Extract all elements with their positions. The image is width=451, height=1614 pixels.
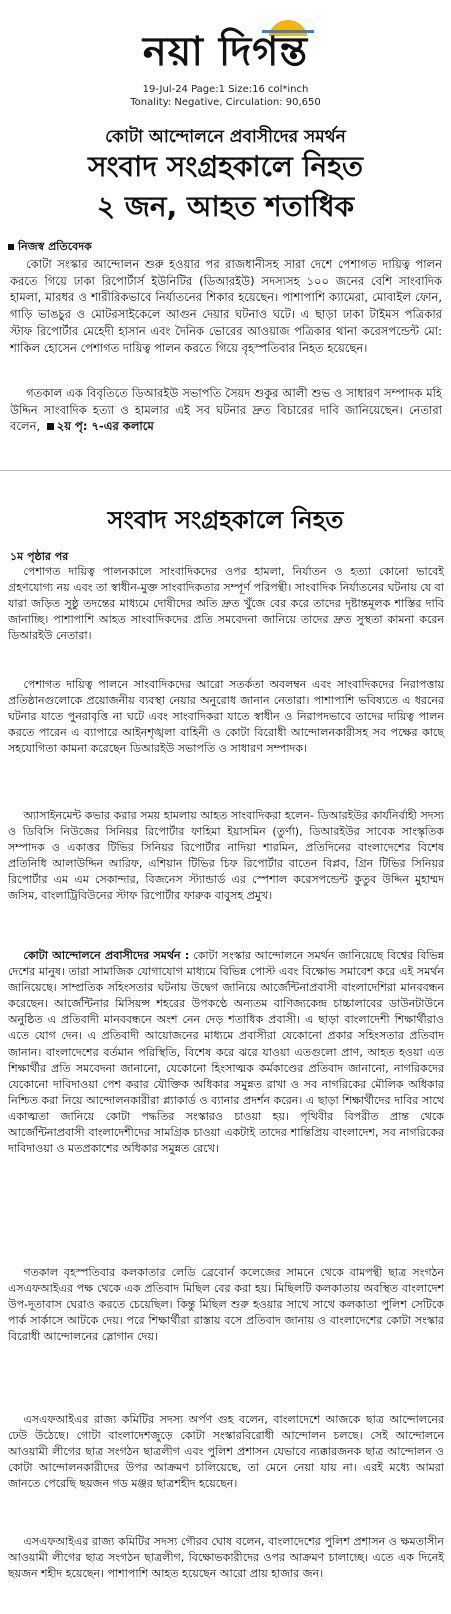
- lead-paragraph-2-text: গতকাল এক বিবৃতিতে ডিআরইউ সভাপতি সৈয়দ শুকুর আলী শুভ ও সাধারণ সম্পাদক মহি উদ্দিন সাংবাদিক হত্যা ও হামলার এই সব ঘটনার দ্রুত বিচারের দাবি জানিয়েছেন। নেতারা বলেন,: [10, 386, 442, 434]
- bullet-icon: [8, 244, 14, 250]
- article-headline-line2: ২ জন, আহত শতাধিক: [96, 190, 355, 223]
- body-paragraph-6: এসএফআইএর রাজ্য কমিটির সদস্য অর্পণ গুহ বলেন, বাংলাদেশে আজকে ছাত্র আন্দোলনের ঢেউ উঠেছে। গোটা বাংলাদেশজুড়ে কোটা সংস্কারবিরোধী আন্দোলন চলছে। সেই আন্দোলনে আওয়ামী লীগের ছাত্র সংগঠন ছাত্রলীগ এবং পুলিশ প্রশাসন যেভাবে ন্যক্কারজনক ছাত্র আন্দোলন ও কোটা আন্দোলনকারীদের উপর আক্রমণ চালিয়েছে, তা মেনে নেয়া যায় না। এরই মধ্যে আমরা জানতে পেরেছি ছয়জন গড মঞ্জর ছাত্রশহীদ হয়েছেন।: [8, 1413, 444, 1491]
- divider: [0, 470, 451, 477]
- continued-from-label: ১ম পৃষ্ঠার পর: [10, 550, 69, 563]
- masthead: [0, 8, 451, 76]
- article-kicker: কোটা আন্দোলনে প্রবাসীদের সমর্থন: [105, 127, 346, 147]
- byline-text: নিজস্ব প্রতিবেদক: [18, 240, 92, 253]
- square-bullet-icon: [47, 423, 54, 430]
- lead-paragraph-2: [10, 385, 442, 435]
- clip-meta-date: 19-Jul-24 Page:1 Size:16 col*inch: [142, 84, 309, 95]
- jump-line: [44, 419, 154, 433]
- body-paragraph-1: পেশাগত দায়িত্ব পালনকালে সাংবাদিকদের ওপর হামলা, নির্যাতন ও হত্যা কোনো ভাবেই গ্রহণযোগ্য নয় এবং তা স্বাধীন-মুক্ত সাংবাদিকতার সম্পূর্ণ পরিপন্থী। সাংবাদিক নির্যাতনের ঘটনায় যে বা যারা জড়িত সুষ্ঠু তদন্তের মাধ্যমে দোষীদের অতি দ্রুত খুঁজে বের করে তাদের দৃষ্টান্তমূলক শাস্তির দাবি জানাচ্ছি। পাশাপাশি আহত সাংবাদিকদের প্রতি সমবেদনা জানিয়ে তাদের দ্রুত সুস্থতা কামনা করেন ডিআরইউ নেতারা।: [8, 565, 444, 643]
- continuation-headline: সংবাদ সংগ্রহকালে নিহত: [107, 505, 344, 534]
- body-paragraph-2: পেশাগত দায়িত্ব পালনে সাংবাদিকদের আরো সতর্কতা অবলম্বন এবং সাংবাদিকদের নিরাপত্তায় প্রতিষ্ঠানগুলোকে প্রয়োজনীয় ব্যবস্থা নেয়ার অনুরোধ জানান নেতারা। পাশাপাশি ভবিষ্যতে এ ধরনের ঘটনার যাতে পুনরাবৃত্তি না ঘটে এবং সাংবাদিকরা যাতে স্বাধীন ও নিরাপদভাবে তাদের দায়িত্ব পালন করতে পারেন এ ব্যাপারে আইনশৃঙ্খলা বাহিনী ও কোটা বিরোধী আন্দোলনকারীসহ সব পক্ষের কাছে সহযোগিতা কামনা করেছেন ডিআরইউ সভাপতি ও সাধারণ সম্পাদক।: [8, 678, 444, 756]
- newspaper-logo: নয়া দিগন্ত: [142, 28, 309, 75]
- byline: [8, 238, 92, 257]
- lead-paragraph-1: কোটা সংস্কার আন্দোলন শুরু হওয়ার পর রাজধানীসহ সারা দেশে পেশাগত দায়িত্ব পালন করতে গিয়ে ঢাকা রিপোর্টার্স ইউনিটির (ডিআরইউ) সদস্যসহ ১০০ জনের বেশি সাংবাদিক হামলা, মারধর ও শারীরিকভাবে নির্যাতনের শিকার হয়েছেন। পাশাপাশি ক্যামেরা, মোবাইল ফোন, গাড়ি ভাঙচুর ও মোটরসাইকেলে আগুন দেয়ার ঘটনাও ঘটে। এ ছাড়া ঢাকা টাইমস পত্রিকার স্টাফ রিপোর্টার মেহেদী হাসান এবং দৈনিক ভোরের আওয়াজ পত্রিকার থানা করেসপন্ডেন্ট মো: শাকিল হোসেন পেশাগত দায়িত্ব পালন করতে গিয়ে বৃহস্পতিবার নিহত হয়েছেন।: [10, 257, 442, 355]
- body-paragraph-7: এসএফআইএর রাজ্য কমিটির সদস্য গৌরব ঘোষ বলেন, বাংলাদেশের পুলিশ প্রশাসন ও ক্ষমতাসীন আওয়ামী লীগের ছাত্র সংগঠন ছাত্রলীগ, বিক্ষোভকারীদের ওপর আক্রমণ চালাচ্ছে। এতে এক দিনেই ছয়জন শহীদ হয়েছেন। পাশাপাশি আহত হয়েছেন আরো প্রায় হাজার জন।: [8, 1535, 444, 1581]
- clip-meta-tonality: Tonality: Negative, Circulation: 90,650: [130, 97, 321, 108]
- subhead-inline: কোটা আন্দোলনে প্রবাসীদের সমর্থন :: [23, 949, 190, 962]
- body-paragraph-4-text: কোটা সংস্কার আন্দোলনে সমর্থন জানিয়েছে বিশ্বের বিভিন্ন দেশের মানুষ। তারা সামাজিক যোগাযোগ মাধ্যমে বিভিন্ন পোস্ট এবং বিক্ষোভ সমাবেশ করে এই সমর্থন জানিয়েছে। সাম্প্রতিক সহিংসতার ঘটনায় উদ্বেগ জানিয়ে আর্জেন্টিনাপ্রবাসী বাংলাদেশিরা মানববন্ধন করেছেন। আর্জেন্টিনার মিসিয়ন্স শহরের উপকণ্ঠে অন্যতম বাণিজ্যকেন্দ্র চাচ্চালাবের ডাউনটাউনে অনুষ্ঠিত এ প্রতিবাদী মানববন্ধনে অংশ নেন দেড় শতাধিক প্রবাসী। এ ছাড়া বাংলাদেশী শিক্ষার্থীরাও এতে যোগ দেন। এ প্রতিবাদী আয়োজনের মাধ্যমে প্রবাসীরা যেকোনো প্রকার সহিংসতার প্রতিবাদ জানান। বাংলাদেশের বর্তমান পরিস্থিতি, বিশেষ করে ঝরে যাওয়া এতগুলো প্রাণ, আহত হওয়া এত শিক্ষার্থীর প্রতি সমবেদনা জানানো, যেকোনো হিংসাত্মক কর্মকাণ্ডের প্রতিবাদ জানানো, নাগরিকদের যেকোনো দাবিদাওয়া পেশ করার যৌক্তিক অধিকার সমুন্নত রাখা ও সব নাগরিকের মৌলিক অধিকার নিশ্চিত করা নিয়ে আন্দোলনকারীরা প্ল্যাকার্ড ও ব্যানার প্রদর্শন করেন। এ ছাড়া শিক্ষার্থীদের দাবির সাথে একাত্মতা জানিয়ে কোটা পদ্ধতির সংস্কারও চাওয়া হয়। পৃথিবীর বিপরীত প্রান্ত থেকে আর্জেন্টিনাপ্রবাসী বাংলাদেশীদের সামগ্রিক চাওয়া একটাই তাদের শান্তিপ্রিয় বাংলাদেশ, সব নাগরিকের দাবিদাওয়া ও মতপ্রকাশের অধিকার সমুন্নত রেখে।: [8, 949, 444, 1156]
- article-headline-line1: সংবাদ সংগ্রহকালে নিহত: [88, 150, 363, 183]
- body-paragraph-4: [8, 948, 444, 1157]
- jump-text: ২য় পৃ: ৭-এর কলামে: [56, 419, 154, 434]
- body-paragraph-3: অ্যাসাইনমেন্ট কভার করার সময় হামলায় আহত সাংবাদিকরা হলেন- ডিআরইউর কার্যনির্বাহী সদস্য ও ডিবিসি নিউজের সিনিয়র রিপোর্টার ফাহিমা ইয়াসমিন (তুর্ণা), ডিআরইউর সাবেক সাংস্কৃতিক সম্পাদক ও একাত্তর টিভির সিনিয়র রিপোর্টার নাদিয়া শারমিন, প্রতিদিনের বাংলাদেশের বিশেষ প্রতিনিধি আলাউদ্দিন আরিফ, এশিয়ান টিভির চিফ রিপোর্টার বাতেন বিপ্লব, গ্রিন টিভির সিনিয়র রিপোর্টার এম এম সেকান্দার, বিজনেস স্ট্যান্ডার্ড এর স্পেশাল করেসপন্ডেন্ট কুতুব উদ্দিন মুহাম্মদ জসিম, বাংলাট্রিবিউনের স্টাফ রিপোর্টার ফারুক বাবুসহ প্রমুখ।: [8, 809, 444, 903]
- body-paragraph-5: গতকাল বৃহস্পতিবার কলকাতার লেডি ব্রেবোর্ন কলেজের সামনে থেকে বামপন্থী ছাত্র সংগঠন এসএফআইএর পক্ষ থেকে এক প্রতিবাদ মিছিল বের করা হয়। মিছিলটি কলকাতায় অবস্থিত বাংলাদেশ উপ-দূতাবাস ঘেরাও করতে চেয়েছিল। কিন্তু মিছিল শুরু হওয়ার সাথে সাথে কলকাতা পুলিশ সেটিকে পার্ক সার্কাসে আটকে দেয়। পরে শিক্ষার্থীরা রাস্তায় বসে প্রতিবাদ জানায় ও বাংলাদেশের কোটা সংস্কার বিরোধী আন্দোলনের স্লোগান দেয়।: [8, 1266, 444, 1344]
